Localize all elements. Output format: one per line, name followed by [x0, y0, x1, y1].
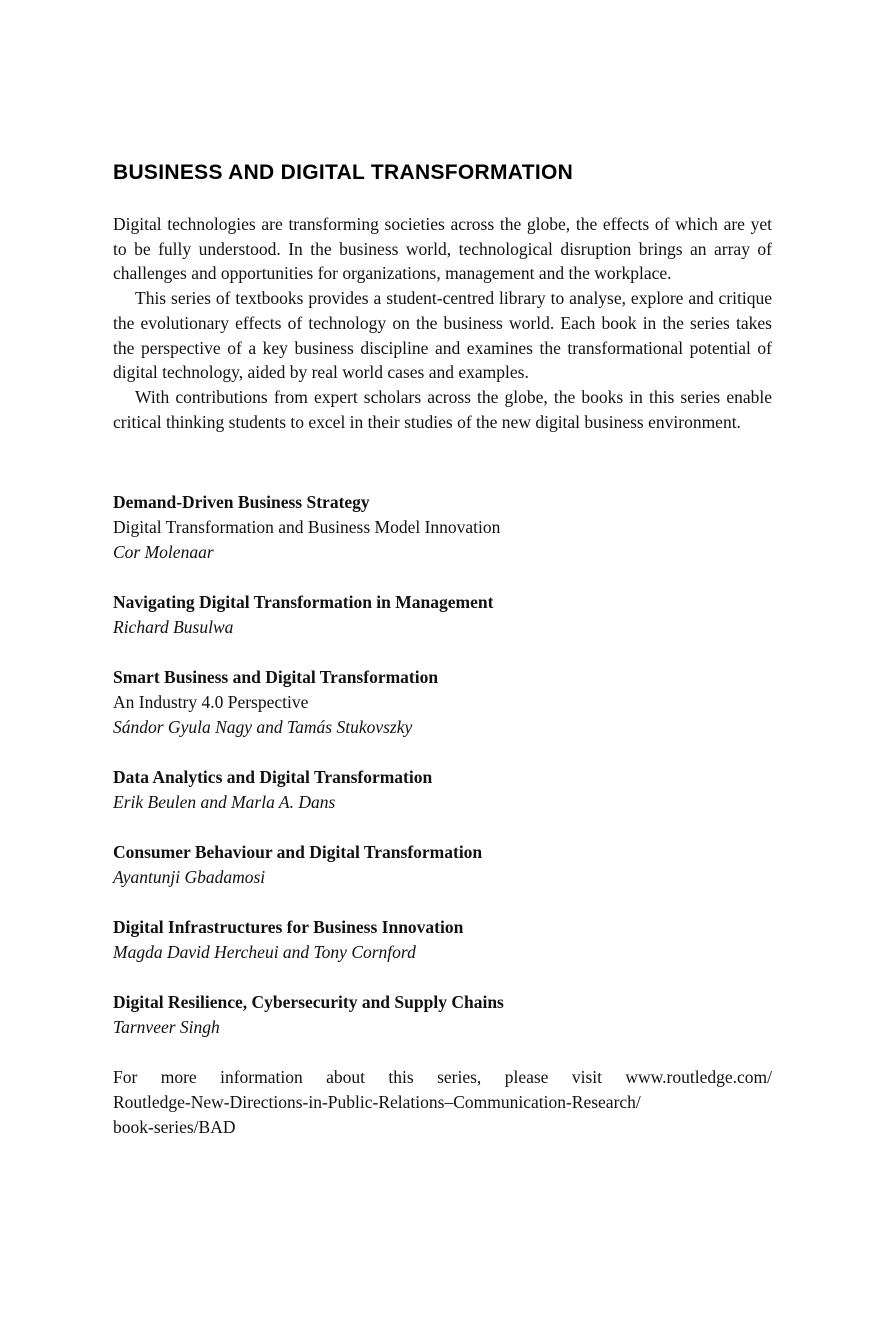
intro-paragraph: With contributions from expert scholars across the globe, the books in this series enable critical thinking students to excel in their studies of the new digital business environment. — [113, 386, 772, 432]
series-more-info — [113, 1065, 772, 1140]
series-description — [113, 212, 772, 434]
series-url-line: For more information about this series, please visit www.routledge.com/ — [113, 1067, 772, 1088]
book-title: Navigating Digital Transformation in Management — [113, 592, 494, 613]
book-title: Digital Infrastructures for Business Innovation — [113, 917, 464, 938]
book-title: Data Analytics and Digital Transformation — [113, 767, 433, 788]
series-url-line: book-series/BAD — [113, 1117, 236, 1138]
book-authors: Erik Beulen and Marla A. Dans — [113, 792, 336, 813]
book-entry — [113, 665, 772, 740]
series-book-list — [113, 490, 772, 1040]
book-entry — [113, 765, 772, 815]
book-title: Demand-Driven Business Strategy — [113, 492, 370, 513]
book-authors: Ayantunji Gbadamosi — [113, 867, 266, 888]
book-entry — [113, 990, 772, 1040]
book-entry — [113, 915, 772, 965]
series-url-line: Routledge-New-Directions-in-Public-Relations–Communication-Research/ — [113, 1092, 641, 1113]
book-authors: Richard Busulwa — [113, 617, 234, 638]
book-entry — [113, 840, 772, 890]
book-title: Consumer Behaviour and Digital Transformation — [113, 842, 483, 863]
book-subtitle: Digital Transformation and Business Model Innovation — [113, 517, 501, 538]
page-title: BUSINESS AND DIGITAL TRANSFORMATION — [113, 161, 574, 184]
book-entry — [113, 590, 772, 640]
book-authors: Magda David Hercheui and Tony Cornford — [113, 942, 416, 963]
book-authors: Sándor Gyula Nagy and Tamás Stukovszky — [113, 717, 413, 738]
book-subtitle: An Industry 4.0 Perspective — [113, 692, 309, 713]
book-title: Smart Business and Digital Transformation — [113, 667, 439, 688]
intro-paragraph: This series of textbooks provides a student-centred library to analyse, explore and critique the evolutionary effects of technology on the business world. Each book in the series takes the perspective of a key business discipline and examines the transformational potential of digital technology, aided by real world cases and examples. — [113, 288, 772, 383]
intro-paragraph: Digital technologies are transforming societies across the globe, the effects of which are yet to be fully understood. In the business world, technological disruption brings an array of challenges and opportunities for organizations, management and the workplace. — [113, 214, 772, 284]
book-authors: Tarnveer Singh — [113, 1017, 220, 1038]
book-authors: Cor Molenaar — [113, 542, 214, 563]
book-title: Digital Resilience, Cybersecurity and Supply Chains — [113, 992, 504, 1013]
book-entry — [113, 490, 772, 565]
